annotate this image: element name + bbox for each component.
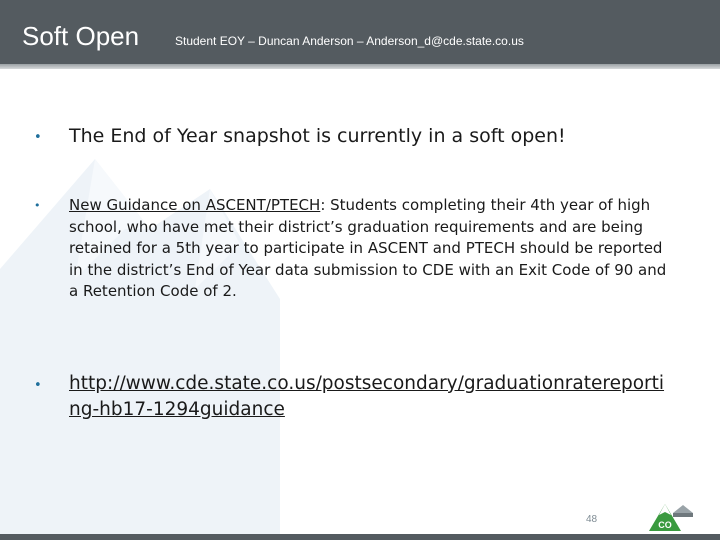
bullet-dot-icon: • [34,199,41,212]
footer-bar [0,534,720,540]
colorado-cde-logo-icon [647,501,695,533]
header-bar [0,0,720,64]
bullet-dot-icon: • [34,130,42,145]
bullet-new-guidance [34,195,674,303]
slide-title: Soft Open [22,21,140,51]
bullet-soft-open [34,123,674,149]
slide-number: 48 [586,514,598,525]
bullet-text [69,195,674,303]
guidance-link[interactable]: http://www.cde.state.co.us/postsecondary/graduationratereporting-hb17-1294guidance [69,373,665,420]
svg-text:CO: CO [658,520,672,530]
guidance-heading: New Guidance on ASCENT/PTECH [69,196,321,214]
bullet-guidance-link [34,371,674,423]
guidance-body: : Students completing their 4th year of high school, who have met their district’s graduation requirements and are being retained for a 5th year to participate in ASCENT and PTECH should be reported in the district’s End of Year data submission to CDE with an Exit Code of 90 and a Retention Code of 2. [69,196,667,300]
bullet-text [69,371,674,423]
slide-subtitle: Student EOY – Duncan Anderson – Anderson_d@cde.state.co.us [175,34,524,48]
bullet-dot-icon: • [34,378,42,393]
bullet-text: The End of Year snapshot is currently in a soft open! [69,125,566,147]
